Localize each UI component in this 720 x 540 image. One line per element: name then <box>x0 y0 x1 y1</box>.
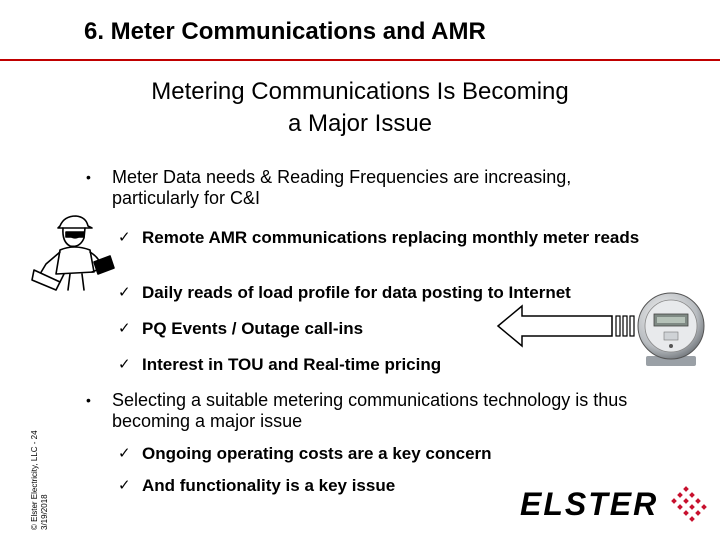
check-icon: ✓ <box>118 229 131 246</box>
slide-title: 6. Meter Communications and AMR <box>84 18 486 45</box>
sub-item <box>118 318 518 340</box>
bullet-item <box>86 390 656 434</box>
sub-item-text: And functionality is a key issue <box>142 476 396 495</box>
check-icon: ✓ <box>118 477 131 494</box>
electric-meter-icon <box>636 290 706 368</box>
copyright-notice <box>30 330 50 530</box>
bullet-dot: • <box>86 392 91 408</box>
slide-subtitle <box>60 76 660 140</box>
elster-logo-text: ELSTER <box>520 486 659 522</box>
check-icon: ✓ <box>118 320 131 337</box>
sub-item-text: Ongoing operating costs are a key concern <box>142 444 492 463</box>
sub-item-text: Interest in TOU and Real-time pricing <box>142 355 442 374</box>
sub-item-text: Remote AMR communications replacing monthly meter reads <box>142 228 640 247</box>
check-icon: ✓ <box>118 356 131 373</box>
title-rule <box>0 59 720 61</box>
sub-item <box>118 443 578 465</box>
sub-item-text: Daily reads of load profile for data posting to Internet <box>142 283 571 302</box>
sub-item <box>118 354 518 376</box>
copyright-line-2: 3/19/2018 <box>40 494 49 530</box>
sub-item <box>118 282 678 304</box>
bullet-item <box>86 167 646 211</box>
left-arrow-icon <box>496 304 636 348</box>
subtitle-line-2: a Major Issue <box>287 110 433 137</box>
elster-logo <box>518 483 718 523</box>
bullet-dot: • <box>86 169 91 185</box>
logo-diamond-mark <box>671 486 707 522</box>
bullet-text: Selecting a suitable metering communications technology is thus becoming a major issue <box>112 390 628 431</box>
check-icon: ✓ <box>118 284 131 301</box>
bullet-text: Meter Data needs & Reading Frequencies are increasing, particularly for C&I <box>112 167 572 208</box>
check-icon: ✓ <box>118 445 131 462</box>
sub-item-text: PQ Events / Outage call-ins <box>142 319 364 338</box>
sub-item <box>118 475 518 497</box>
meter-reader-icon <box>30 212 116 292</box>
subtitle-line-1: Metering Communications Is Becoming <box>151 78 569 105</box>
sub-item <box>118 227 678 269</box>
copyright-line-1: © Elster Electricity, LLC - 24 <box>30 430 39 530</box>
